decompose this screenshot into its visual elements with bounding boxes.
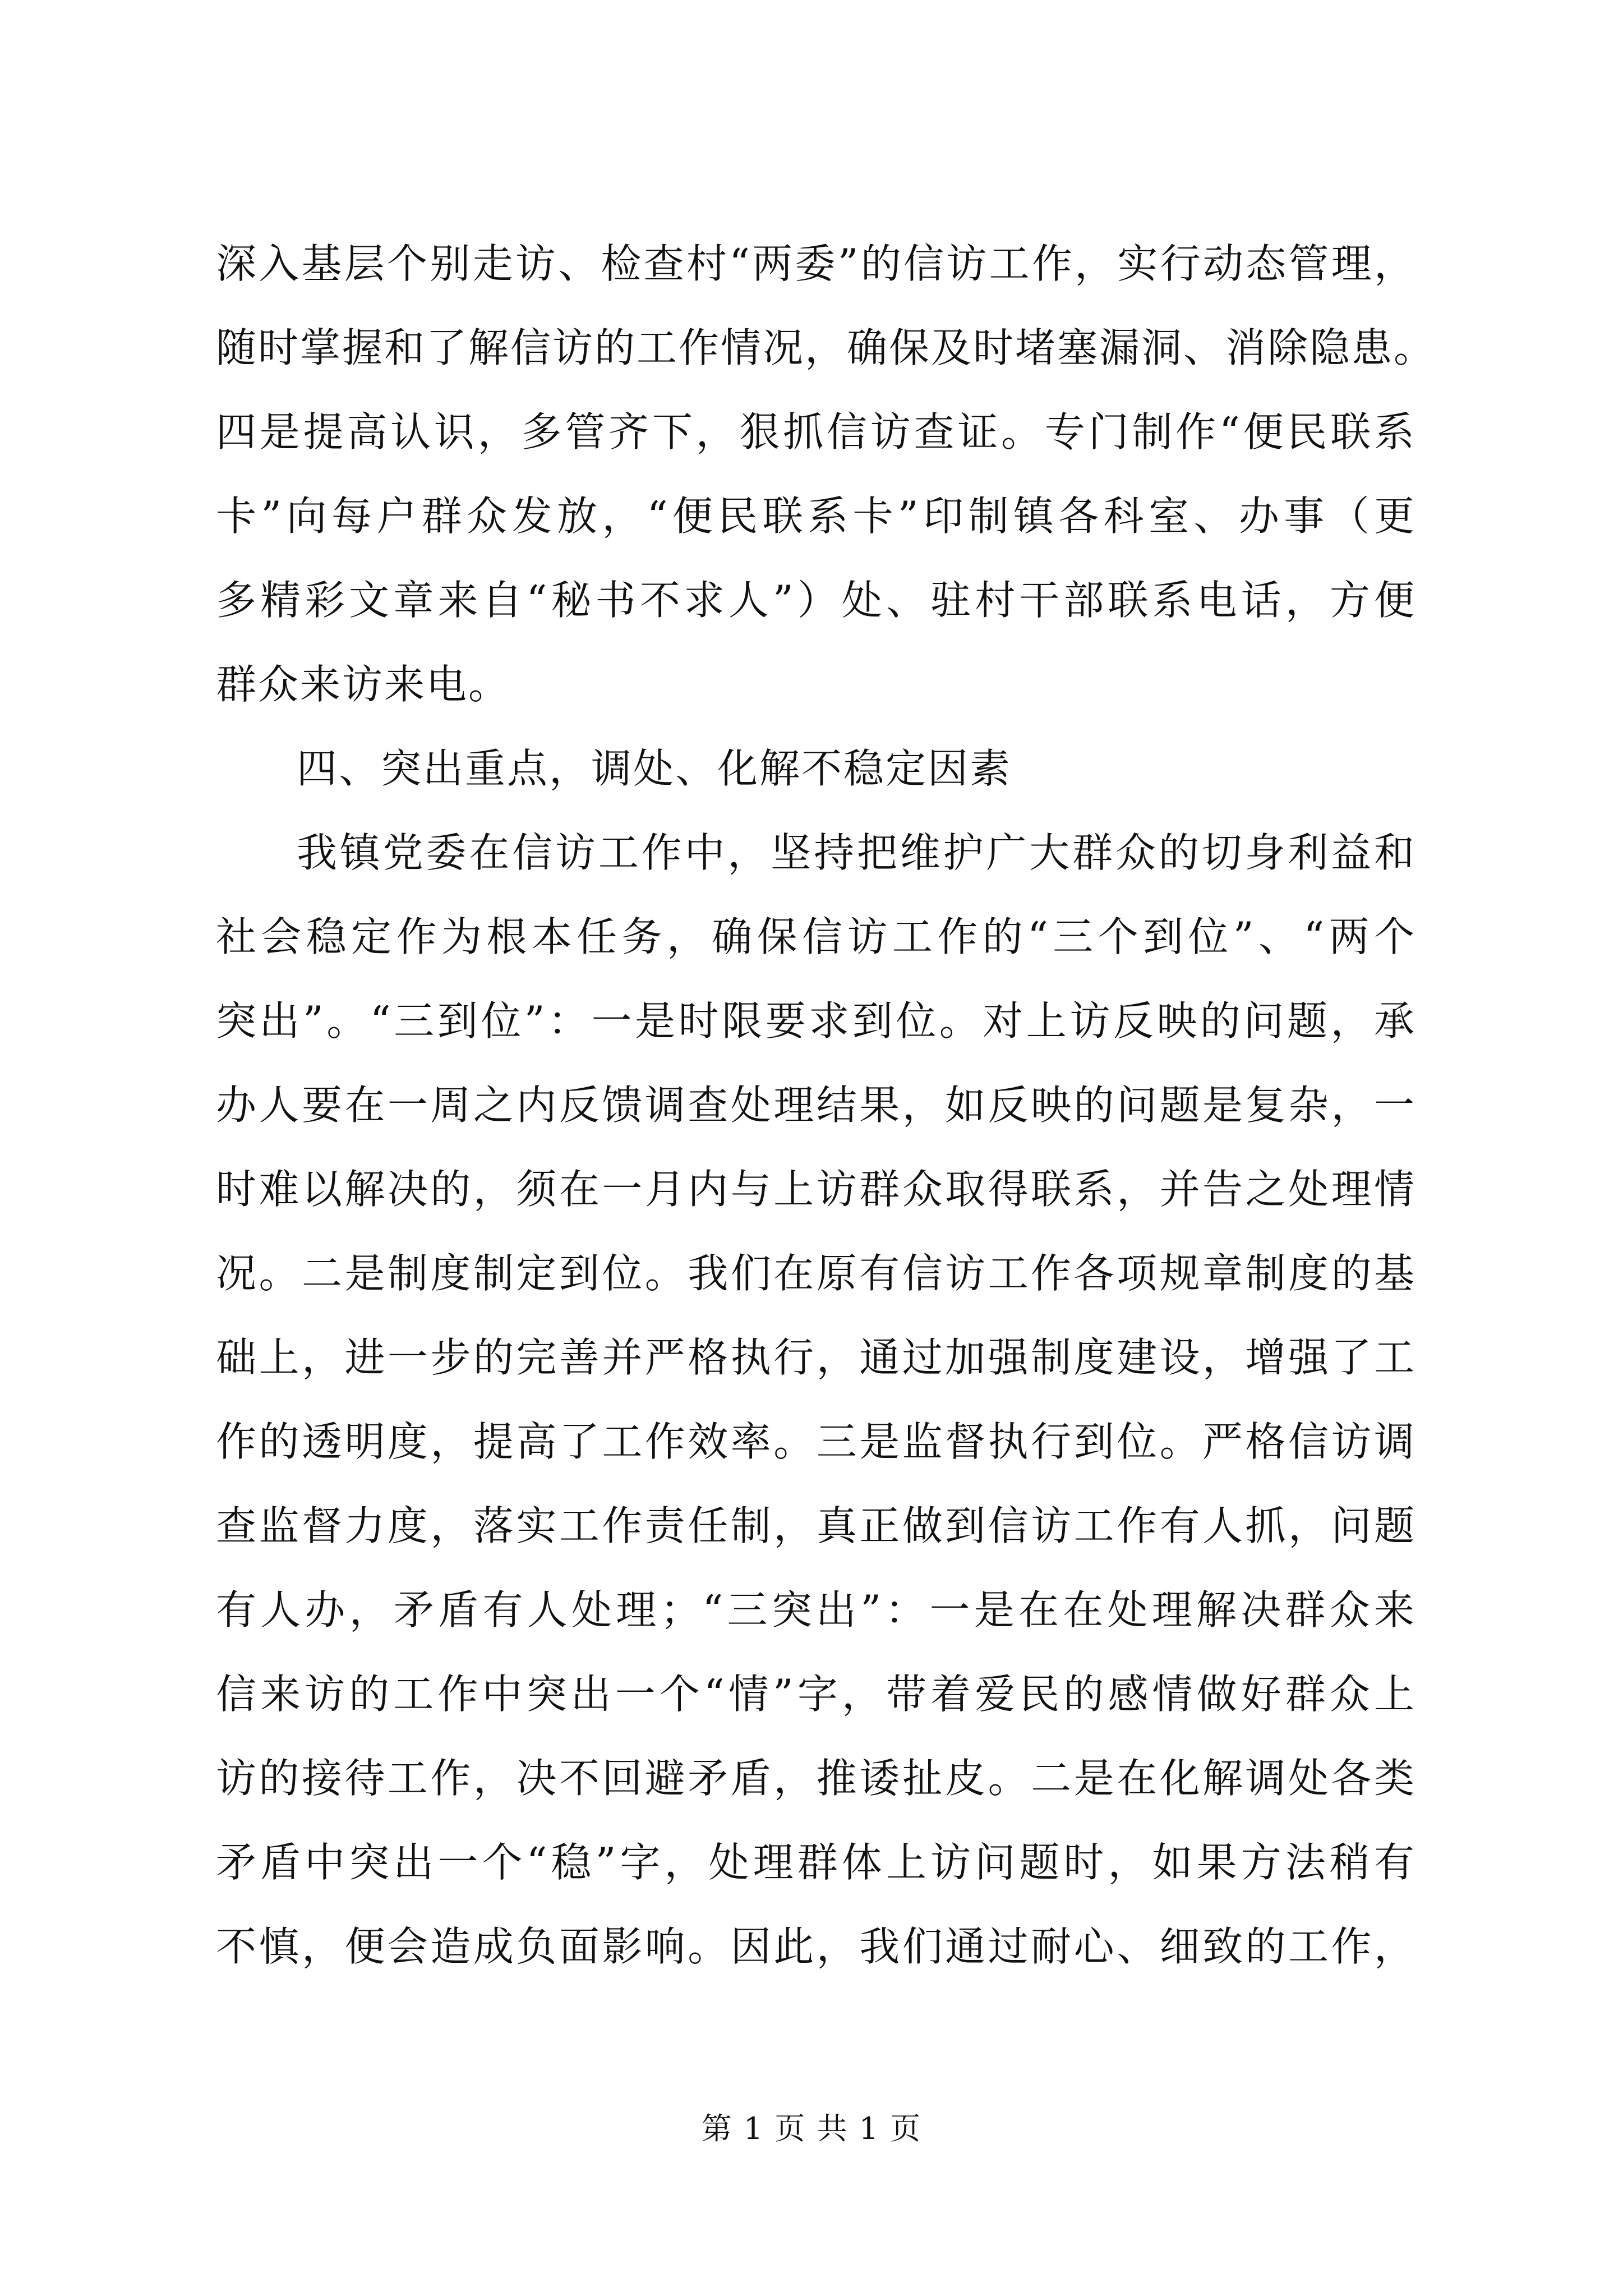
body-line: 作的透明度，提高了工作效率。三是监督执行到位。严格信访调 xyxy=(216,1418,1416,1465)
body-line: 础上，进一步的完善并严格执行，通过加强制度建设，增强了工 xyxy=(216,1334,1416,1381)
body-line: 社会稳定作为根本任务，确保信访工作的“三个到位”、“两个 xyxy=(216,913,1416,960)
body-line: 时难以解决的，须在一月内与上访群众取得联系，并告之处理情 xyxy=(216,1166,1416,1213)
body-line: 查监督力度，落实工作责任制，真正做到信访工作有人抓，问题 xyxy=(216,1502,1416,1549)
body-line: 我镇党委在信访工作中，坚持把维护广大群众的切身利益和 xyxy=(297,829,1416,876)
body-line: 办人要在一周之内反馈调查处理结果，如反映的问题是复杂，一 xyxy=(216,1082,1416,1129)
body-line: 四是提高认识，多管齐下，狠抓信访查证。专门制作“便民联系 xyxy=(216,408,1416,455)
body-line: 多精彩文章来自“秘书不求人”）处、驻村干部联系电话，方便 xyxy=(216,577,1416,624)
page-footer: 第 1 页 共 1 页 xyxy=(701,2111,922,2146)
body-line: 不慎，便会造成负面影响。因此，我们通过耐心、细致的工作， xyxy=(216,1923,1416,1970)
body-line: 矛盾中突出一个“稳”字，处理群体上访问题时，如果方法稍有 xyxy=(216,1839,1416,1886)
body-line: 突出”。“三到位”：一是时限要求到位。对上访反映的问题，承 xyxy=(216,997,1416,1045)
body-line: 卡”向每户群众发放，“便民联系卡”印制镇各科室、办事（更 xyxy=(216,493,1416,540)
body-line: 有人办，矛盾有人处理；“三突出”：一是在在处理解决群众来 xyxy=(216,1586,1416,1634)
body-line: 群众来访来电。 xyxy=(216,661,511,708)
body-line: 随时掌握和了解信访的工作情况，确保及时堵塞漏洞、消除隐患。 xyxy=(216,324,1436,371)
body-line: 信来访的工作中突出一个“情”字，带着爱民的感情做好群众上 xyxy=(216,1671,1416,1718)
body-line: 况。二是制度制定到位。我们在原有信访工作各项规章制度的基 xyxy=(216,1250,1416,1297)
body-line: 访的接待工作，决不回避矛盾，推诿扯皮。二是在化解调处各类 xyxy=(216,1755,1416,1802)
body-line: 深入基层个别走访、检查村“两委”的信访工作，实行动态管理， xyxy=(216,240,1416,287)
section-heading: 四、突出重点，调处、化解不稳定因素 xyxy=(297,745,1012,792)
